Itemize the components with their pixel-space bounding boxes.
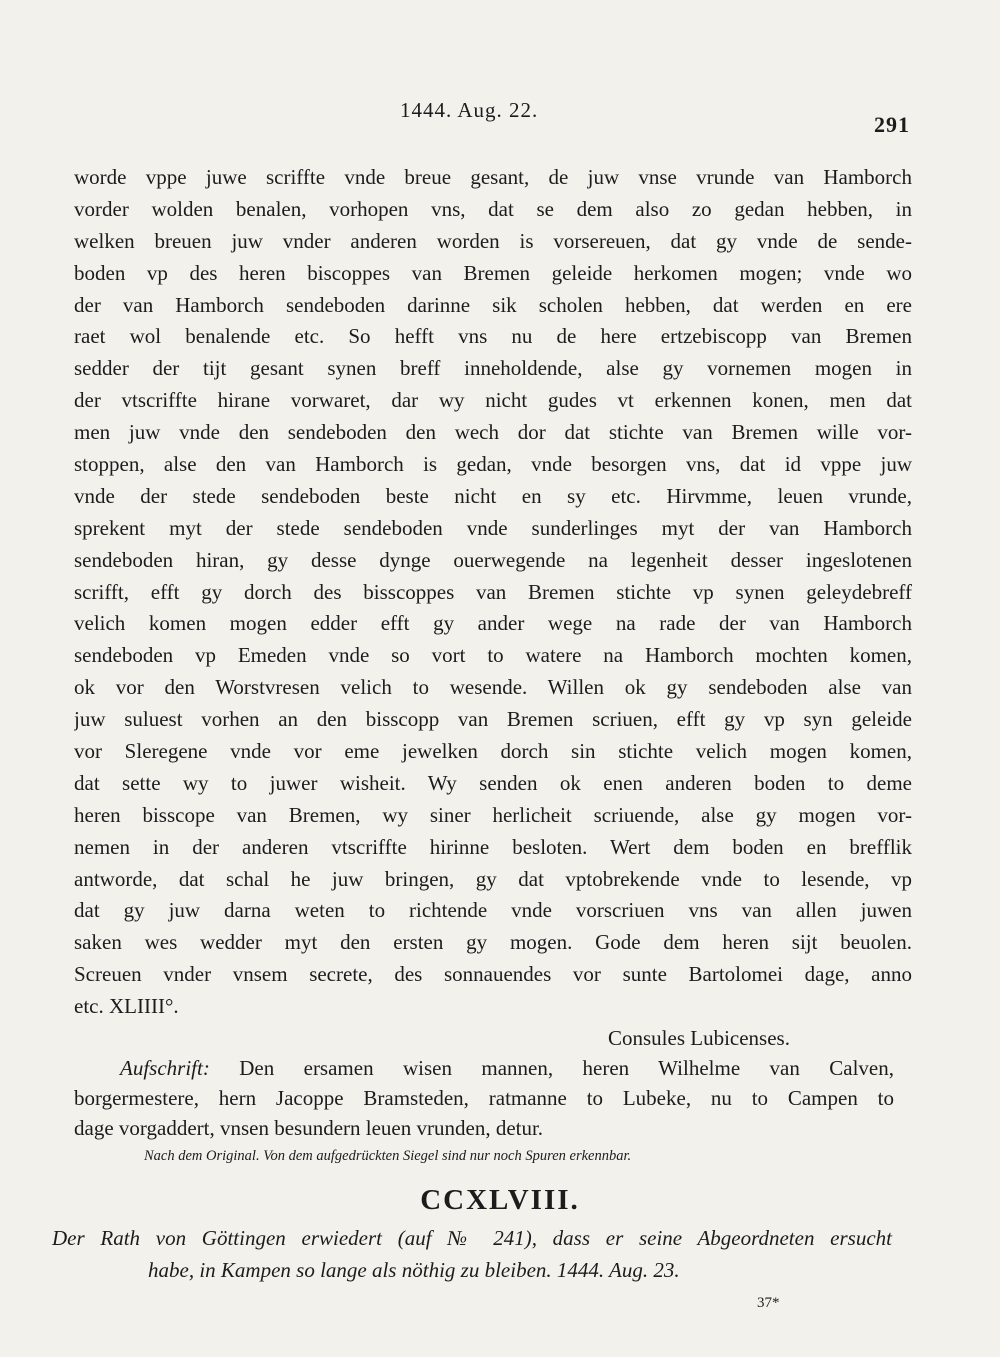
body-line: stoppen, alse den van Hamborch is gedan, vnde besorgen vns, dat id vppe juw: [74, 452, 912, 477]
summary-line: Der Rath von Göttingen erwiedert (auf № 241), dass er seine Abgeordneten ersucht: [52, 1226, 892, 1250]
summary-line: habe, in Kampen so lange als nöthig zu bleiben. 1444. Aug. 23.: [148, 1258, 680, 1282]
body-line: sprekent myt der stede sendeboden vnde sunderlinges myt der van Hamborch: [74, 515, 912, 540]
address-label: Aufschrift:: [120, 1056, 210, 1080]
body-line: nemen in der anderen vtscriffte hirinne besloten. Wert dem boden en brefflik: [74, 834, 912, 859]
page-number: 291: [874, 112, 910, 137]
body-line: antworde, dat schal he juw bringen, gy dat vptobrekende vnde to lesende, vp: [74, 866, 912, 891]
address-line: dage vorgaddert, vnsen besundern leuen vrunden, detur.: [74, 1116, 544, 1140]
address-line: [74, 1053, 894, 1083]
body-line: etc. XLIIII°.: [74, 994, 179, 1019]
address-block: [74, 1053, 894, 1143]
printer-signature-mark: 37*: [757, 1295, 780, 1311]
body-line: der vtscriffte hirane vorwaret, dar wy nicht gudes vt erkennen konen, men dat: [74, 388, 912, 413]
body-line: worde vppe juwe scriffte vnde breue gesant, de juw vnse vrunde van Hamborch: [74, 165, 912, 189]
body-line: sendeboden hiran, gy desse dynge ouerwegende na legenheit desser ingeslotenen: [74, 547, 912, 572]
body-line: sedder der tijt gesant synen breff inneholdende, alse gy vornemen mogen in: [74, 356, 912, 381]
body-line: vorder wolden benalen, vorhopen vns, dat se dem also zo gedan hebben, in: [74, 196, 912, 221]
letter-body: [74, 162, 912, 1023]
body-line: saken wes wedder myt den ersten gy mogen. Gode dem heren sijt beuolen.: [74, 930, 912, 955]
body-line: vnde der stede sendeboden beste nicht en sy etc. Hirvmme, leuen vrunde,: [74, 483, 912, 508]
letter-signature: Consules Lubicenses.: [608, 1026, 790, 1050]
body-line: welken breuen juw vnder anderen worden is vorsereuen, dat gy vnde de sende-: [74, 228, 912, 253]
document-number-heading: CCXLVIII.: [420, 1184, 580, 1216]
body-line: ok vor den Worstvresen velich to wesende. Willen ok gy sendeboden alse van: [74, 675, 912, 700]
body-line: men juw vnde den sendeboden den wech dor dat stichte van Bremen wille vor-: [74, 420, 912, 445]
address-text: Den ersamen wisen mannen, heren Wilhelme van Calven,: [209, 1056, 894, 1080]
body-line: vor Sleregene vnde vor eme jewelken dorch sin stichte velich mogen komen,: [74, 739, 912, 764]
body-line: dat gy juw darna weten to richtende vnde vorscriuen vns van allen juwen: [74, 898, 912, 923]
running-head: 1444. Aug. 22.: [400, 98, 539, 122]
body-line: raet wol benalende etc. So hefft vns nu de here ertzebiscopp van Bremen: [74, 324, 912, 349]
body-line: boden vp des heren biscoppes van Bremen geleide herkomen mogen; vnde wo: [74, 260, 912, 285]
source-note: Nach dem Original. Von dem aufgedrückten Siegel sind nur noch Spuren erkennbar.: [144, 1148, 632, 1164]
body-line: der van Hamborch sendeboden darinne sik scholen hebben, dat werden en ere: [74, 292, 912, 317]
body-line: velich komen mogen edder efft gy ander wege na rade der van Hamborch: [74, 611, 912, 636]
body-line: scrifft, efft gy dorch des bisscoppes van Bremen stichte vp synen geleydebreff: [74, 579, 912, 604]
body-line: juw suluest vorhen an den bisscopp van Bremen scriuen, efft gy vp syn geleide: [74, 707, 912, 732]
body-line: sendeboden vp Emeden vnde so vort to watere na Hamborch mochten komen,: [74, 643, 912, 668]
document-summary: [52, 1222, 892, 1286]
body-line: Screuen vnder vnsem secrete, des sonnauendes vor sunte Bartolomei dage, anno: [74, 962, 912, 987]
body-line: dat sette wy to juwer wisheit. Wy senden ok enen anderen boden to deme: [74, 770, 912, 795]
address-line: borgermestere, hern Jacoppe Bramsteden, ratmanne to Lubeke, nu to Campen to: [74, 1086, 894, 1110]
body-line: heren bisscope van Bremen, wy siner herlicheit scriuende, alse gy mogen vor-: [74, 802, 912, 827]
